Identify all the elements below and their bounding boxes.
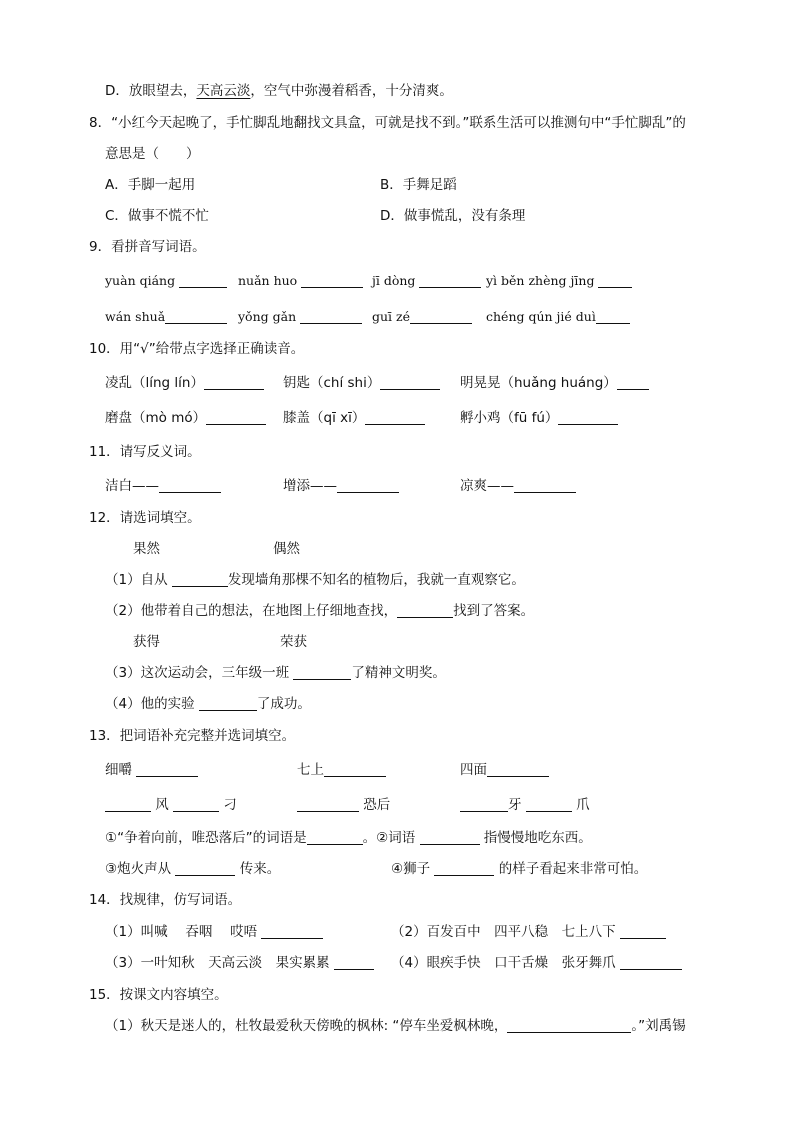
q14-row <box>105 923 323 941</box>
q12-sentence-3 <box>105 664 446 682</box>
answer-blank[interactable] <box>434 861 494 876</box>
text: （1）自从 <box>105 572 172 588</box>
q11-word: 洁白—— <box>105 478 159 494</box>
q12-word-option: 获得 <box>133 634 160 650</box>
text: 风 <box>155 797 169 813</box>
q10-word: 孵小鸡（fū fú） <box>460 410 559 426</box>
answer-blank[interactable] <box>397 603 453 618</box>
pinyin: chéng qún jié duì <box>486 309 596 324</box>
q7-option-d-pre: D．放眼望去， <box>105 83 197 99</box>
q8-stem-line1: 8．“小红今天起晚了，手忙脚乱地翻找文具盒，可就是找不到。”联系生活可以推测句中“手忙脚乱”的 <box>89 115 686 131</box>
q13-word <box>460 796 590 814</box>
q9-item <box>105 272 227 290</box>
answer-blank[interactable] <box>324 762 386 777</box>
answer-blank[interactable] <box>159 478 221 493</box>
q13-word <box>297 761 386 779</box>
text: 刁 <box>223 797 237 813</box>
q10-word: 钥匙（chí shi） <box>283 375 381 391</box>
q13-sentence-4 <box>391 860 647 878</box>
q14-row <box>391 954 682 972</box>
text: 四面 <box>460 762 487 778</box>
text: 七上 <box>297 762 324 778</box>
answer-blank[interactable] <box>526 797 572 812</box>
q9-item <box>105 308 227 326</box>
q9-item <box>238 272 363 290</box>
q10-word: 明晃晃（huǎng huáng） <box>460 375 617 391</box>
q14-title: 14．找规律，仿写词语。 <box>89 892 242 908</box>
q10-item <box>105 409 266 427</box>
text: （2）他带着自己的想法，在地图上仔细地查找， <box>105 603 398 619</box>
answer-blank[interactable] <box>365 410 425 425</box>
answer-blank[interactable] <box>297 797 359 812</box>
q12-sentence-4 <box>105 695 311 713</box>
q15-sentence-1 <box>105 1017 686 1035</box>
pinyin: nuǎn huo <box>238 273 298 288</box>
answer-blank[interactable] <box>514 478 576 493</box>
answer-blank[interactable] <box>105 797 151 812</box>
answer-blank[interactable] <box>301 273 363 288</box>
answer-blank[interactable] <box>261 924 323 939</box>
q8-option-d[interactable]: D．做事慌乱，没有条理 <box>380 208 526 224</box>
answer-blank[interactable] <box>620 955 682 970</box>
pinyin: yuàn qiáng <box>105 273 176 288</box>
text: ④狮子 <box>391 861 431 877</box>
q12-word-option: 果然 <box>133 541 160 557</box>
q10-word: 磨盘（mò mó） <box>105 410 207 426</box>
q10-title: 10．用“√”给带点字选择正确读音。 <box>89 341 305 357</box>
text: 牙 <box>508 797 522 813</box>
text: 的样子看起来非常可怕。 <box>498 861 648 877</box>
q9-item <box>372 308 472 326</box>
pinyin: yì běn zhèng jīng <box>486 273 595 288</box>
answer-blank[interactable] <box>300 309 362 324</box>
answer-blank[interactable] <box>596 309 630 324</box>
answer-blank[interactable] <box>136 762 198 777</box>
answer-blank[interactable] <box>173 797 219 812</box>
answer-blank[interactable] <box>558 410 618 425</box>
q14-row <box>105 954 374 972</box>
answer-blank[interactable] <box>334 955 374 970</box>
answer-blank[interactable] <box>620 924 666 939</box>
q9-item <box>372 272 481 290</box>
text: 找到了答案。 <box>453 603 535 619</box>
answer-blank[interactable] <box>460 797 508 812</box>
q7-option-d-post: ，空气中弥漫着稻香，十分清爽。 <box>250 83 453 99</box>
answer-blank[interactable] <box>172 572 228 587</box>
q11-title: 11．请写反义词。 <box>89 444 201 460</box>
answer-blank[interactable] <box>420 830 480 845</box>
answer-blank[interactable] <box>293 665 351 680</box>
text: ③炮火声从 <box>105 861 172 877</box>
answer-blank[interactable] <box>380 375 440 390</box>
q10-item <box>105 374 264 392</box>
text: 爪 <box>576 797 590 813</box>
answer-blank[interactable] <box>487 762 549 777</box>
q10-item <box>460 374 649 392</box>
q12-word-option: 荣获 <box>280 634 307 650</box>
text: （1）秋天是迷人的，杜牧最爱秋天傍晚的枫林: “停车坐爱枫林晚， <box>105 1018 508 1034</box>
q13-word <box>105 761 198 779</box>
q9-item <box>486 308 630 326</box>
pinyin: wán shuǎ <box>105 309 166 324</box>
text: 了精神文明奖。 <box>351 665 446 681</box>
q8-option-a[interactable]: A．手脚一起用 <box>105 177 196 193</box>
q13-sentence-1-2 <box>105 829 592 847</box>
text: 恐后 <box>363 797 391 813</box>
q13-title: 13．把词语补充完整并选词填空。 <box>89 728 296 744</box>
answer-blank[interactable] <box>410 309 472 324</box>
q11-word: 凉爽—— <box>460 478 514 494</box>
text: （4）他的实验 <box>105 696 199 712</box>
q15-title: 15．按课文内容填空。 <box>89 987 228 1003</box>
answer-blank[interactable] <box>507 1018 631 1033</box>
text: （3）一叶知秋 天高云淡 果实累累 <box>105 955 330 971</box>
text: 发现墙角那棵不知名的植物后，我就一直观察它。 <box>227 572 525 588</box>
text: 。②词语 <box>362 830 416 846</box>
q10-item <box>283 374 440 392</box>
q8-stem-line2: 意思是（ ） <box>105 146 200 162</box>
text: 了成功。 <box>256 696 311 712</box>
q14-row <box>391 923 666 941</box>
text: 细嚼 <box>105 762 132 778</box>
answer-blank[interactable] <box>617 375 649 390</box>
text: 传来。 <box>239 861 281 877</box>
q11-word: 增添—— <box>283 478 337 494</box>
text: （2）百发百中 四平八稳 七上八下 <box>391 924 616 940</box>
text: （1）叫喊 吞咽 哎唔 <box>105 924 258 940</box>
q13-sentence-3 <box>105 860 280 878</box>
q12-sentence-2 <box>105 602 534 620</box>
q8-option-b[interactable]: B．手舞足蹈 <box>380 177 457 193</box>
q10-word: 膝盖（qī xī） <box>283 410 366 426</box>
q12-title: 12．请选词填空。 <box>89 510 201 526</box>
q10-item <box>460 409 618 427</box>
answer-blank[interactable] <box>204 375 264 390</box>
text: 。”刘禹锡 <box>631 1018 686 1034</box>
q7-option-d <box>105 82 453 100</box>
answer-blank[interactable] <box>165 309 227 324</box>
q13-word <box>297 796 390 814</box>
text: ①“争着向前，唯恐落后”的词语是 <box>105 830 307 846</box>
q11-item <box>105 477 221 495</box>
q13-word <box>460 761 549 779</box>
q11-item <box>460 477 576 495</box>
q10-item <box>283 409 425 427</box>
answer-blank[interactable] <box>307 830 363 845</box>
q11-item <box>283 477 399 495</box>
answer-blank[interactable] <box>179 273 227 288</box>
text: （4）眼疾手快 口干舌燥 张牙舞爪 <box>391 955 616 971</box>
q7-option-d-underlined: 天高云淡 <box>196 83 251 99</box>
text: （3）这次运动会，三年级一班 <box>105 665 294 681</box>
answer-blank[interactable] <box>598 273 632 288</box>
pinyin: guī zé <box>372 309 411 324</box>
q10-word: 凌乱（líng lín） <box>105 375 204 391</box>
q12-sentence-1 <box>105 571 525 589</box>
q9-item <box>486 272 632 290</box>
q9-item <box>238 308 362 326</box>
q9-title: 9．看拼音写词语。 <box>89 239 206 255</box>
q12-word-option: 偶然 <box>273 541 300 557</box>
pinyin: yǒng gǎn <box>238 309 297 324</box>
answer-blank[interactable] <box>206 410 266 425</box>
pinyin: jī dòng <box>372 273 416 288</box>
text: 指慢慢地吃东西。 <box>483 830 592 846</box>
answer-blank[interactable] <box>199 696 257 711</box>
answer-blank[interactable] <box>337 478 399 493</box>
q8-option-c[interactable]: C．做事不慌不忙 <box>105 208 209 224</box>
answer-blank[interactable] <box>419 273 481 288</box>
q13-word <box>105 796 237 814</box>
answer-blank[interactable] <box>175 861 235 876</box>
